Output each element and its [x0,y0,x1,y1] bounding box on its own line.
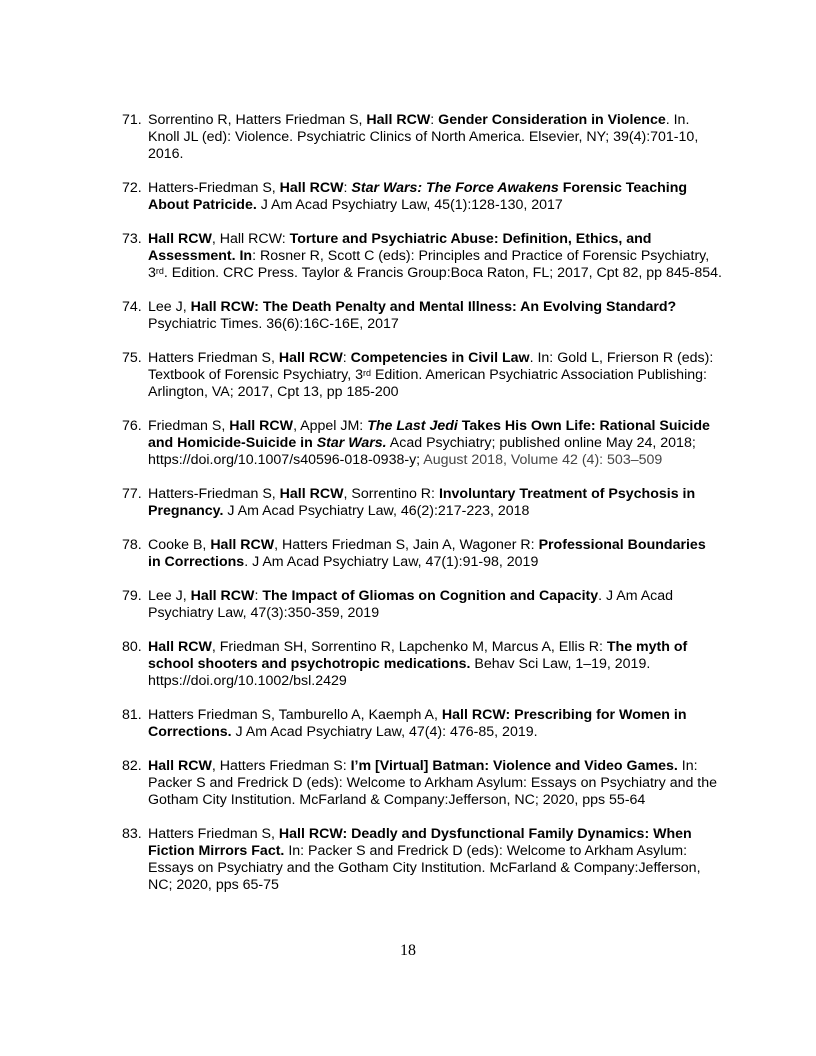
reference-number: 76. [122,418,142,434]
reference-text-segment: : [254,588,263,604]
reference-number: 80. [122,639,142,655]
reference-text-segment: Hall RCW: Deadly and Dysfunctional Family Dynamics: When Fiction Mirrors Fact. [148,826,692,859]
reference-text-segment: Edition. American Psychiatric Association Publishing: Arlington, VA; 2017, Cpt 13, pp 185-200 [148,367,707,400]
reference-text-segment: Hall RCW [210,537,275,553]
reference-text-segment: Star Wars. [316,435,387,451]
reference-text-segment: , Hatters Friedman S, Jain A, Wagoner R: [274,537,539,553]
reference-text-segment: : [342,350,351,366]
reference-number: 73. [122,231,142,247]
reference-text-segment: Friedman S, [148,418,230,434]
reference-number: 72. [122,180,142,196]
reference-text-segment: Torture and Psychiatric Abuse: Definition, Ethics, and Assessment. [148,231,652,264]
reference-number: 78. [122,537,142,553]
reference-text-segment: , Hall RCW: [211,231,290,247]
reference-text-segment: August 2018, Volume 42 (4): 503–509 [423,452,663,468]
reference-text-segment: Hall RCW [366,112,431,128]
reference-text-segment: : [430,112,439,128]
reference-text-segment: Competencies in Civil Law [350,350,530,366]
reference-text-segment: Takes His Own Life: Rational Suicide and Homicide-Suicide in [148,418,710,451]
reference-text-segment: Hall RCW: Prescribing for Women in Corrections. [148,707,687,740]
reference-number: 77. [122,486,142,502]
reference-text-segment: rd [363,368,372,378]
reference-entry [122,299,722,333]
reference-text-segment: , Hatters Friedman S: [211,758,351,774]
reference-text-segment: Hatters-Friedman S, [148,486,280,502]
reference-entry [122,639,722,690]
reference-number: 75. [122,350,142,366]
reference-text-segment: Hall RCW [148,758,212,774]
reference-number: 79. [122,588,142,604]
reference-text-segment: Hall RCW [229,418,294,434]
reference-text-segment: Hall RCW [278,350,343,366]
reference-text-segment: Behav Sci Law, 1–19, 2019. https://doi.org/10.1002/bsl.2429 [148,656,651,689]
reference-text-segment: . In: Gold L, Frierson R (eds): Textbook of Forensic Psychiatry, 3 [148,350,714,383]
reference-text-segment: Hall RCW: The Death Penalty and Mental Illness: An Evolving Standard? [190,299,677,315]
reference-text-segment: . J Am Acad Psychiatry Law, 47(3):350-359, 2019 [148,588,674,621]
reference-text-segment: I’m [Virtual] Batman: Violence and Video Games. [350,758,678,774]
reference-entry [122,112,722,163]
reference-text-segment: In: Packer S and Fredrick D (eds): Welcome to Arkham Asylum: Essays on Psychiatry and the Gotham City Institution. McFarland & Company:Jefferson, NC; 2020, pps 55-64 [148,758,718,808]
reference-text-segment: Hall RCW [279,180,344,196]
reference-entry [122,350,722,401]
reference-text-segment: : Rosner R, Scott C (eds): Principles and Practice of Forensic Psychiatry, 3 [148,248,710,281]
reference-text-segment: Psychiatric Times. 36(6):16C-16E, 2017 [148,316,399,332]
reference-text-segment: , Sorrentino R: [343,486,439,502]
reference-number: 82. [122,758,142,774]
reference-entry [122,180,722,214]
reference-text-segment: Hatters Friedman S, [148,826,279,842]
reference-text-segment: Hatters-Friedman S, [148,180,280,196]
reference-text-segment: Cooke B, [148,537,211,553]
reference-entry [122,537,722,571]
reference-text-segment: J Am Acad Psychiatry Law, 47(4): 476-85, 2019. [231,724,538,740]
reference-text-segment: Forensic Teaching About Patricide. [148,180,688,213]
reference-text-segment: The Last Jedi [367,418,458,434]
reference-text-segment: Star Wars: The Force Awakens [351,180,559,196]
reference-text-segment: , Appel JM: [293,418,368,434]
reference-text-segment: In [235,248,253,264]
reference-entry [122,231,722,282]
reference-entry [122,486,722,520]
reference-text-segment: Gender Consideration in Violence [438,112,666,128]
reference-text-segment: Hatters Friedman S, [148,350,279,366]
reference-text-segment: Lee J, [148,299,191,315]
reference-number: 74. [122,299,142,315]
reference-text-segment: . Edition. CRC Press. Taylor & Francis Group:Boca Raton, FL; 2017, Cpt 82, pp 845-854. [163,265,722,281]
reference-text-segment: Hall RCW [148,231,212,247]
reference-text-segment: Hall RCW [190,588,255,604]
reference-text-segment: Involuntary Treatment of Psychosis in Pregnancy. [148,486,696,519]
reference-text-segment: Hall RCW [148,639,212,655]
reference-number: 83. [122,826,142,842]
publication-list [122,112,722,911]
reference-text-segment: J Am Acad Psychiatry Law, 45(1):128-130, 2017 [256,197,563,213]
reference-text-segment: Acad Psychiatry; published online May 24, 2018; https://doi.org/10.1007/s40596-018-0938-y; [148,435,696,468]
reference-text-segment: In: Packer S and Fredrick D (eds): Welcome to Arkham Asylum: Essays on Psychiatry and the Gotham City Institution. McFarland & Company:Jefferson, NC; 2020, pps 65-75 [148,843,701,893]
reference-entry [122,758,722,809]
reference-number: 71. [122,112,142,128]
reference-text-segment: The Impact of Gliomas on Cognition and Capacity [262,588,599,604]
reference-text-segment: J Am Acad Psychiatry Law, 46(2):217-223, 2018 [223,503,530,519]
reference-number: 81. [122,707,142,723]
reference-text-segment: The myth of school shooters and psychotropic medications. [148,639,688,672]
reference-entry [122,588,722,622]
reference-text-segment: . J Am Acad Psychiatry Law, 47(1):91-98, 2019 [244,554,539,570]
reference-text-segment: , Friedman SH, Sorrentino R, Lapchenko M, Marcus A, Ellis R: [211,639,607,655]
reference-text-segment: : [343,180,352,196]
reference-text-segment: Lee J, [148,588,191,604]
page-number: 18 [400,942,416,959]
reference-entry [122,826,722,894]
reference-entry [122,707,722,741]
reference-text-segment: Hall RCW [279,486,344,502]
reference-text-segment: Professional Boundaries in Corrections [148,537,706,570]
reference-text-segment: . In. Knoll JL (ed): Violence. Psychiatric Clinics of North America. Elsevier, NY; 39(4):701-10, 2016. [148,112,699,162]
reference-text-segment: Hatters Friedman S, Tamburello A, Kaemph A, [148,707,442,723]
reference-text-segment: rd [155,266,164,276]
reference-text-segment: Sorrentino R, Hatters Friedman S, [148,112,367,128]
reference-entry [122,418,722,469]
